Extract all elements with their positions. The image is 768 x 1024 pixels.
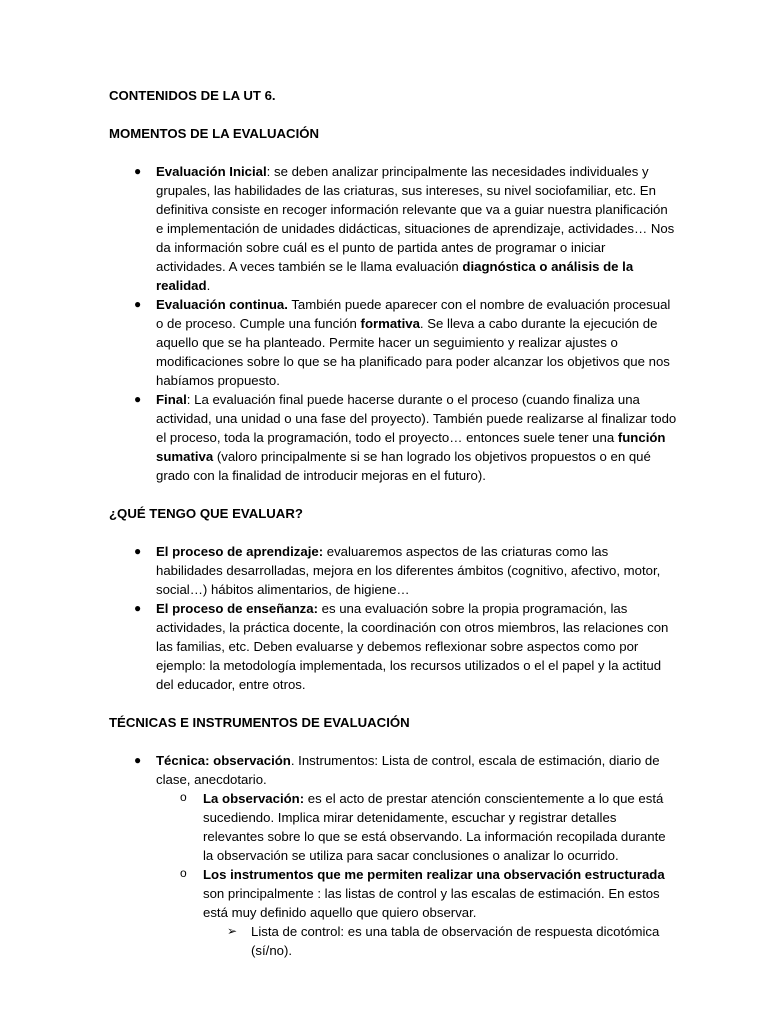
sublist-instrumentos [203,922,678,960]
arrow-bullet-icon: ➢ [227,924,238,938]
document-title: CONTENIDOS DE LA UT 6. [109,88,276,103]
sublist-observacion [156,789,678,960]
bullet-icon: ● [134,544,142,558]
list-item-final: ● Final: La evaluación final puede hacerse durante o el proceso (cuando finaliza una actividad, una unidad o una fase del proyecto). También puede realizarse al finalizar todo el proceso, toda la programación, todo el proyecto… entonces suele tener una función sumativa (valoro principalmente si se han logrado los objetivos propuestos o en qué grado con la finalidad de introducir mejoras en el futuro). [134,392,677,483]
list-item-tecnica: ● Técnica: observación. Instrumentos: Lista de control, escala de estimación, diario de clase, anecdotario. o La observación: es el acto de prestar atención conscientemente a lo que está sucediendo. Implica mirar detenidamente, escuchar y registrar detalles relevantes sobre lo que se está observando. La información recopilada durante la observación se utiliza para sacar conclusiones o analizar lo ocurrido. o Los instrumentos que me permiten realizar una observación estructurada son principalmente : las listas de control y las escalas de estimación. En estos está muy definido aquello que quiero observar. ➢ Lista de control: es una tabla de observación de respuesta dicotómica (sí/no). [156,751,678,960]
list-item-inicial: ● Evaluación Inicial: se deben analizar principalmente las necesidades individuales y grupales, las habilidades de las criaturas, sus intereses, su nivel sociofamiliar, etc. En definitiva consiste en recoger información relevante que va a guiar nuestra planificación e implementación de unidades didácticas, situaciones de aprendizaje, actividades… Nos da información sobre cuál es el punto de partida antes de programar o iniciar actividades. A veces también se le llama evaluación diagnóstica o análisis de la realidad. [134,164,675,293]
list-tecnicas [109,751,678,960]
list-item-observacion: o La observación: es el acto de prestar atención conscientemente a lo que está sucediendo. Implica mirar detenidamente, escuchar y registrar detalles relevantes sobre lo que se está observando. La información recopilada durante la observación se utiliza para sacar conclusiones o analizar lo ocurrido. [180,790,666,863]
bullet-icon: ● [134,753,142,767]
heading-que-evaluar: ¿QUÉ TENGO QUE EVALUAR? [109,506,303,521]
list-que-evaluar [109,542,678,694]
list-item-instrumentos: o Los instrumentos que me permiten realizar una observación estructurada son principalmente : las listas de control y las escalas de estimación. En estos está muy definido aquello que quiero observar. ➢ Lista de control: es una tabla de observación de respuesta dicotómica (sí/no). [203,865,678,960]
bullet-icon: o [180,790,187,804]
bullet-icon: ● [134,392,142,406]
heading-momentos: MOMENTOS DE LA EVALUACIÓN [109,126,320,141]
list-item-continua: ● Evaluación continua. También puede aparecer con el nombre de evaluación procesual o de proceso. Cumple una función formativa. Se lleva a cabo durante la ejecución de aquello que se ha planteado. Permite hacer un seguimiento y realizar ajustes o modificaciones sobre lo que se ha planificado para poder alcanzar los objetivos que nos habíamos propuesto. [134,297,671,388]
list-item-ensenanza: ● El proceso de enseñanza: es una evaluación sobre la propia programación, las actividades, la práctica docente, la coordinación con otros miembros, las relaciones con las familias, etc. Deben evaluarse y debemos reflexionar sobre aspectos como por ejemplo: la metodología implementada, los recursos utilizados o el el papel y la actitud del educador, entre otros. [134,601,669,692]
bullet-icon: ● [134,164,142,178]
list-item-aprendizaje: ● El proceso de aprendizaje: evaluaremos aspectos de las criaturas como las habilidades desarrolladas, mejora en los diferentes ámbitos (cognitivo, afectivo, motor, social…) hábitos alimentarios, de higiene… [134,544,661,597]
bullet-icon: ● [134,297,142,311]
list-item-lista-control: ➢ Lista de control: es una tabla de observación de respuesta dicotómica (sí/no). [227,924,660,958]
list-momentos [109,162,678,485]
bullet-icon: o [180,866,187,880]
bullet-icon: ● [134,601,142,615]
heading-tecnicas: TÉCNICAS E INSTRUMENTOS DE EVALUACIÓN [109,715,410,730]
